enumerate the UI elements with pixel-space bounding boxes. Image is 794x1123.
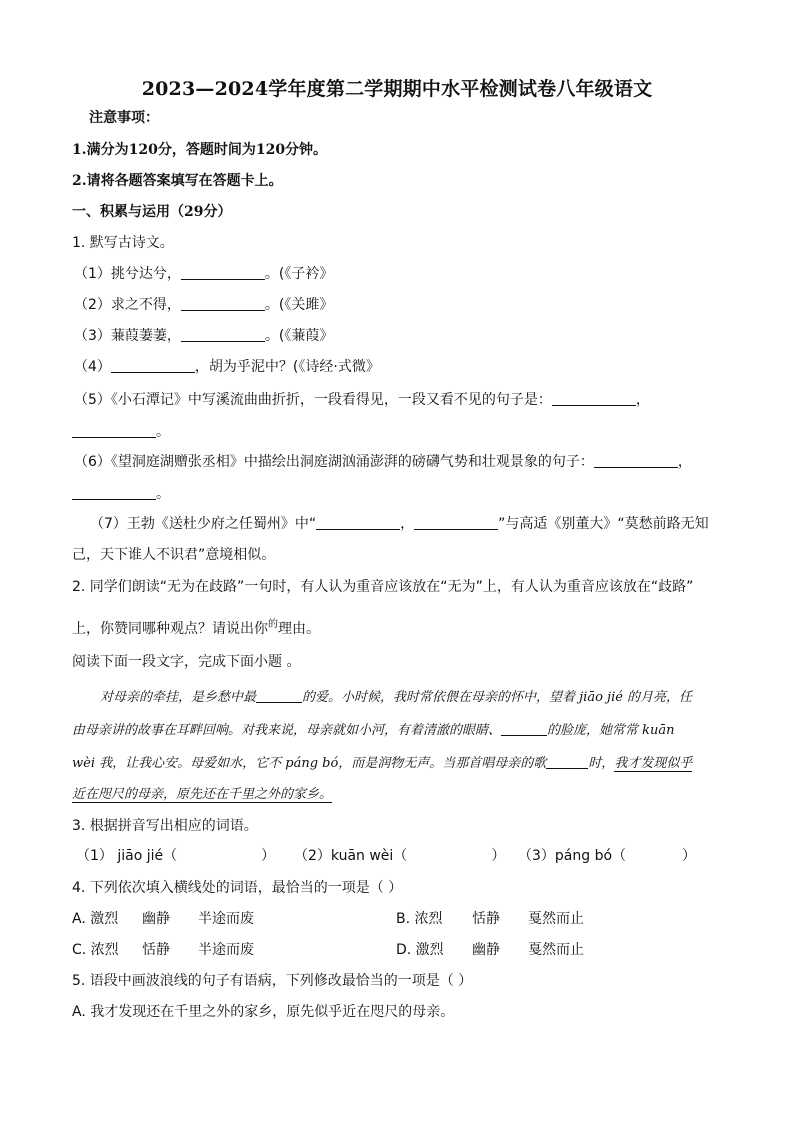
- q1-l4-prefix: （4）: [74, 359, 111, 375]
- answer-blank[interactable]: [316, 515, 400, 530]
- passage-line-3: [72, 754, 692, 774]
- answer-blank[interactable]: [72, 485, 156, 500]
- option-c-word-2: 恬静: [142, 942, 170, 958]
- q1-line-7: [90, 514, 709, 534]
- answer-blank[interactable]: [72, 423, 156, 438]
- q3-item-3: [518, 846, 696, 866]
- answer-blank[interactable]: [414, 515, 498, 530]
- q1-l5-prefix: （5）《小石潭记》中写溪流曲曲折折，一段看得见，一段又看不见的句子是：: [74, 392, 552, 408]
- q4-option-d[interactable]: [396, 940, 584, 960]
- q4-option-b[interactable]: [396, 909, 584, 929]
- passage-l1-b: 的爱。小时候，我时常依偎在母亲的怀中，望着 jiāo jié 的月亮，任: [302, 690, 693, 705]
- option-b-word-1: B. 浓烈: [396, 911, 443, 927]
- wavy-underlined-sentence-cont: 近在咫尺的母亲，原先还在千里之外的家乡。: [72, 787, 333, 802]
- q5-option-a[interactable]: A. 我才发现还在千里之外的家乡，原先似乎近在咫尺的母亲。: [72, 1004, 455, 1020]
- q5-stem: 5. 语段中画波浪线的句子有语病，下列修改最恰当的一项是（ ）: [72, 973, 473, 989]
- q2-line-2: [72, 615, 320, 639]
- passage-l2-b: 的脸庞，她常常 kuān: [547, 723, 675, 738]
- q1-line-5-cont: [72, 422, 170, 442]
- q2-text-b: 理由。: [278, 621, 320, 637]
- q1-l1-prefix: （1）挑兮达兮，: [74, 266, 181, 282]
- q3-item-3-label: （3）páng bó（: [518, 848, 627, 864]
- q1-l6-prefix: （6）《望洞庭湖赠张丞相》中描绘出洞庭湖汹涌澎湃的磅礴气势和壮观景象的句子：: [74, 454, 594, 470]
- exam-title: 2023—2024学年度第二学期期中水平检测试卷八年级语文: [141, 78, 653, 100]
- option-a-word-2: 幽静: [142, 911, 170, 927]
- passage-line-1: [100, 688, 692, 708]
- passage-line-4: [72, 785, 332, 805]
- answer-blank[interactable]: [552, 391, 636, 406]
- q1-line-4: [74, 357, 380, 377]
- q1-l7-a: （7）王勃《送杜少府之任蜀州》中“: [90, 516, 317, 532]
- q1-stem: 1. 默写古诗文。: [72, 235, 174, 251]
- q1-l2-prefix: （2）求之不得，: [74, 297, 181, 313]
- q3-item-1-label: （1） jiāo jié（: [76, 848, 178, 864]
- q4-stem: 4. 下列依次填入横线处的词语，最恰当的一项是（ ）: [72, 880, 403, 896]
- q1-l1-suffix: 。(《子衿》: [264, 266, 334, 282]
- passage-l1-a: 对母亲的牵挂，是乡愁中最: [100, 690, 257, 705]
- q1-line-6: [74, 452, 692, 472]
- option-c-word-1: C. 浓烈: [72, 942, 119, 958]
- q1-l7-b: ，: [400, 516, 415, 532]
- q2-text-a: 上，你赞同哪种观点？请说出你: [72, 621, 268, 637]
- q1-l6-end: 。: [156, 486, 170, 502]
- passage-line-2: [72, 721, 675, 741]
- option-d-word-1: D. 激烈: [396, 942, 444, 958]
- answer-blank[interactable]: [111, 358, 195, 373]
- q1-line-1: [74, 264, 333, 284]
- q1-l3-prefix: （3）蒹葭萋萋，: [74, 328, 181, 344]
- q1-l3-suffix: 。(《蒹葭》: [264, 328, 334, 344]
- q1-line-7-cont: 己，天下谁人不识君”意境相似。: [72, 547, 276, 563]
- q4-option-a[interactable]: [72, 909, 254, 929]
- q3-stem: 3. 根据拼音写出相应的词语。: [72, 818, 258, 834]
- q1-l2-suffix: 。(《关雎》: [264, 297, 334, 313]
- q1-l5-suffix: ，: [635, 392, 650, 408]
- passage-l3-b: 时，: [588, 756, 615, 771]
- answer-blank[interactable]: [256, 688, 302, 703]
- answer-blank[interactable]: [546, 754, 588, 769]
- q1-l7-c: ”与高适《别董大》“莫愁前路无知: [498, 516, 709, 532]
- q3-item-1-close: ）: [261, 848, 276, 864]
- q3-item-2-close: ）: [491, 848, 506, 864]
- q2-line-1: 2. 同学们朗读“无为在歧路”一句时，有人认为重音应该放在“无为”上，有人认为重音应该放在“歧路”: [72, 579, 694, 595]
- section-heading-1: 一、积累与运用（29分）: [72, 204, 232, 220]
- notice-heading: 注意事项：: [89, 110, 159, 126]
- q1-line-3: [74, 326, 333, 346]
- wavy-underlined-sentence: 我才发现似乎: [614, 756, 693, 771]
- answer-blank[interactable]: [501, 721, 547, 736]
- answer-blank[interactable]: [181, 327, 265, 342]
- option-b-word-2: 恬静: [472, 911, 500, 927]
- q4-option-c[interactable]: [72, 940, 254, 960]
- option-a-word-1: A. 激烈: [72, 911, 119, 927]
- option-c-word-3: 半途而废: [198, 942, 254, 958]
- notice-item-2: 2.请将各题答案填写在答题卡上。: [72, 173, 283, 189]
- q1-l6-suffix: ，: [677, 454, 692, 470]
- q1-line-5: [74, 390, 650, 410]
- q3-item-1: [76, 846, 275, 866]
- option-d-word-3: 戛然而止: [528, 942, 584, 958]
- passage-l2-a: 由母亲讲的故事在耳畔回响。对我来说，母亲就如小河，有着清澈的眼睛、: [72, 723, 502, 738]
- q1-line-2: [74, 295, 333, 315]
- answer-blank[interactable]: [594, 453, 678, 468]
- q3-item-2-label: （2）kuān wèi（: [294, 848, 408, 864]
- answer-blank[interactable]: [181, 265, 265, 280]
- option-b-word-3: 戛然而止: [528, 911, 584, 927]
- answer-blank[interactable]: [181, 296, 265, 311]
- notice-item-1: 1.满分为120分，答题时间为120分钟。: [72, 142, 328, 158]
- q3-item-2: [294, 846, 505, 866]
- reading-intro: 阅读下面一段文字，完成下面小题 。: [72, 654, 301, 670]
- q1-line-6-cont: [72, 484, 170, 504]
- option-d-word-2: 幽静: [472, 942, 500, 958]
- q2-superscript: 的: [268, 619, 278, 630]
- passage-l3-a: wèi 我，让我心安。母爱如水，它不 páng bó，而是润物无声。当那首唱母亲的歌: [72, 756, 547, 771]
- q3-item-3-close: ）: [682, 848, 697, 864]
- option-a-word-3: 半途而废: [198, 911, 254, 927]
- q1-l4-suffix: ，胡为乎泥中？(《诗经·式微》: [194, 359, 380, 375]
- q1-l5-end: 。: [156, 424, 170, 440]
